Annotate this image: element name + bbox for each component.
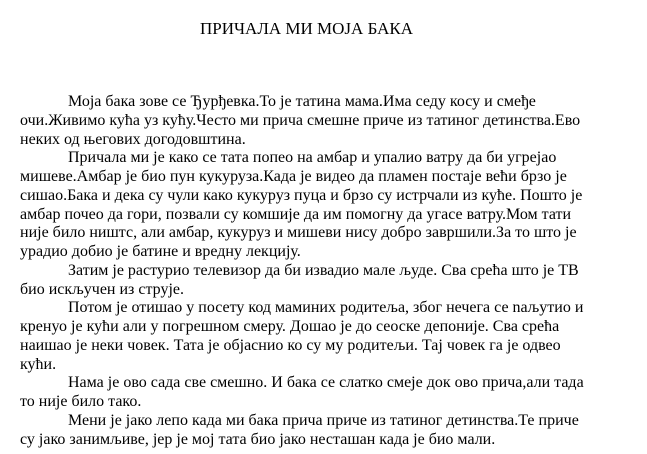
paragraph-line: Причала ми је како се тата попео на амбар и упалио ватру да би угрејао [68, 149, 557, 167]
paragraph-line: кући. [20, 355, 57, 373]
document-title: ПРИЧАЛА МИ МОЈА БАКА [200, 19, 413, 38]
paragraph-line: био искључен из струје. [20, 280, 184, 298]
paragraph-line: амбар почео да гори, позвали су комшије да им помогну да угасе ватру.Мом тати [20, 205, 572, 223]
paragraph-line: сишао.Бака и дека су чули како кукуруз пуца и брзо су истрчали из куће. Пошто је [20, 186, 583, 204]
paragraph-line: Мени је јако лепо када ми бака прича приче из татиног детинства.Те приче [68, 411, 579, 429]
paragraph-line: наишао је неки човек. Тата је објаснио ко су му родитељи. Тај човек га је одвео [20, 336, 561, 354]
paragraph-line: Потом је отишао у посету код маминих родитеља, због нечега се naљутио и [68, 299, 584, 317]
paragraph-line: Затим је растурио телевизор да би извадио мале људе. Сва срећа што је ТВ [68, 261, 579, 279]
paragraph-line: очи.Живимо кућа уз кућу.Често ми прича смешне приче из татиног детинства.Ево [20, 111, 581, 129]
paragraph-line: мишеве.Амбар је био пун кукуруза.Када је видео да пламен постаје већи брзо је [20, 168, 567, 185]
paragraph-6 [20, 412, 620, 450]
paragraph-2 [20, 149, 620, 262]
paragraph-1 [20, 93, 620, 149]
paragraph-line: кренуо је кући али у погрешном смеру. Дошао је до сеоске депоније. Сва срећа [20, 318, 560, 335]
paragraph-line: су јако занимљиве, јер је мој тата био јако несташан када је био мали. [20, 430, 496, 448]
paragraph-line: Моја бака зове се Ђурђевка.То је татина мама.Има седу косу и смеђе [68, 93, 536, 110]
document-body [20, 93, 620, 449]
paragraph-line: Нама је ово сада све смешно. И бака се слатко смеје док ово прича,али тада [68, 374, 584, 392]
paragraph-4 [20, 299, 620, 374]
paragraph-line: урадио добио је батине и вредну лекцију. [20, 243, 301, 260]
paragraph-line: то није било тако. [20, 393, 142, 410]
paragraph-line: није било ништс, али амбар, кукуруз и мишеви нису добро завршили.За то што је [20, 224, 577, 242]
paragraph-5 [20, 374, 620, 412]
paragraph-line: неких од његових догодовштина. [20, 130, 246, 148]
paragraph-3 [20, 262, 620, 300]
